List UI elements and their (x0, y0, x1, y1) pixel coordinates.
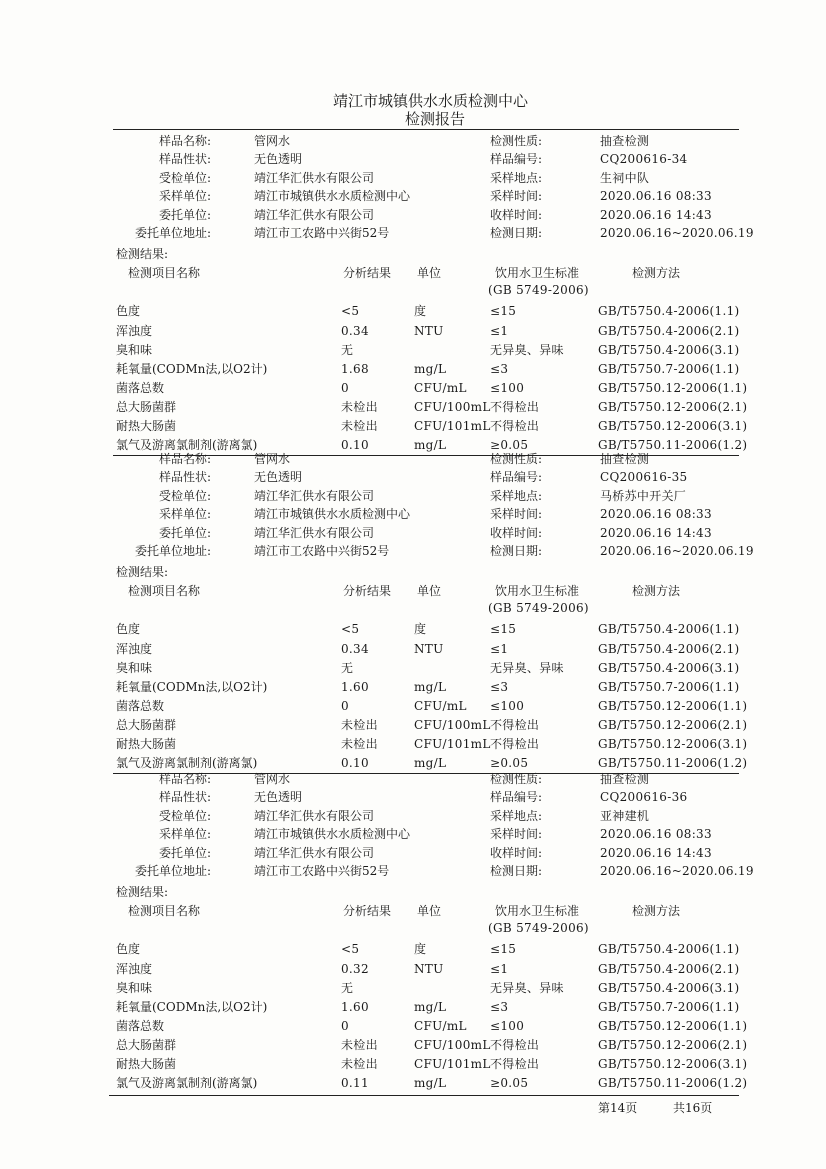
col-header-standard: 饮用水卫生标准 (495, 584, 580, 599)
table-cell-item: 臭和味 (116, 342, 153, 357)
value-test-date: 2020.06.16~2020.06.19 (600, 864, 754, 878)
col-header-method: 检测方法 (632, 584, 681, 599)
table-cell-method: GB/T5750.7-2006(1.1) (598, 361, 740, 376)
table-cell-standard: 不得检出 (490, 737, 540, 751)
value-client-unit: 靖江华汇供水有限公司 (254, 845, 375, 860)
table-cell-result: 0 (341, 698, 349, 713)
table-cell-unit: CFU/mL (414, 380, 467, 395)
value-test-nature: 抽查检测 (600, 772, 650, 786)
col-header-method: 检测方法 (632, 266, 681, 281)
table-cell-standard: ≤1 (490, 323, 509, 338)
label-client-address: 委托单位地址: (134, 544, 211, 558)
table-cell-item: 臭和味 (116, 980, 153, 995)
table-cell-method: GB/T5750.12-2006(3.1) (598, 419, 748, 433)
col-header-item: 检测项目名称 (128, 266, 201, 281)
table-cell-item: 耐热大肠菌 (116, 419, 177, 433)
label-receive-time: 收样时间: (490, 525, 543, 540)
table-cell-unit: CFU/100mL (414, 1037, 491, 1052)
table-cell-item: 耗氧量(CODMn法,以O2计) (116, 999, 268, 1014)
table-cell-result: <5 (341, 622, 360, 637)
label-sample-no: 样品编号: (490, 152, 543, 167)
table-cell-result: 0 (341, 1018, 349, 1033)
table-cell-item: 氯气及游离氯制剂(游离氯) (116, 438, 258, 453)
value-sample-state: 无色透明 (254, 790, 303, 805)
table-cell-item: 耐热大肠菌 (116, 737, 177, 751)
value-sample-no: CQ200616-34 (600, 152, 688, 167)
label-sample-state: 样品性状: (158, 152, 211, 167)
value-receive-time: 2020.06.16 14:43 (600, 845, 712, 860)
table-cell-standard: ≤15 (490, 304, 517, 319)
col-header-unit: 单位 (417, 266, 442, 281)
table-cell-item: 菌落总数 (116, 380, 165, 395)
table-cell-method: GB/T5750.12-2006(3.1) (598, 737, 748, 751)
table-cell-result: 0.10 (341, 438, 369, 453)
label-sampling-unit: 采样单位: (158, 827, 211, 842)
label-sample-no: 样品编号: (490, 790, 543, 805)
table-cell-method: GB/T5750.4-2006(1.1) (598, 622, 740, 637)
table-cell-item: 浑浊度 (116, 641, 153, 656)
value-inspected-unit: 靖江华汇供水有限公司 (254, 808, 375, 823)
table-cell-result: 无 (341, 342, 354, 357)
value-test-nature: 抽查检测 (600, 134, 650, 148)
col-header-result: 分析结果 (343, 904, 392, 919)
table-cell-unit: 度 (414, 304, 427, 319)
table-cell-unit: 度 (414, 942, 427, 957)
value-sample-no: CQ200616-35 (600, 470, 688, 485)
label-inspected-unit: 受检单位: (158, 170, 211, 185)
value-sample-name: 管网水 (254, 134, 291, 148)
table-cell-unit: CFU/mL (414, 698, 467, 713)
table-cell-item: 总大肠菌群 (116, 717, 177, 732)
table-cell-method: GB/T5750.7-2006(1.1) (598, 999, 740, 1014)
table-cell-standard: ≤1 (490, 961, 509, 976)
table-cell-method: GB/T5750.4-2006(2.1) (598, 641, 740, 656)
label-test-nature: 检测性质: (490, 772, 543, 786)
table-cell-method: GB/T5750.4-2006(3.1) (598, 342, 740, 357)
table-cell-standard: ≤15 (490, 622, 517, 637)
col-header-standard-code: (GB 5749-2006) (488, 921, 589, 936)
col-header-method: 检测方法 (632, 904, 681, 919)
table-cell-method: GB/T5750.12-2006(1.1) (598, 698, 748, 713)
table-cell-standard: ≤3 (490, 999, 509, 1014)
label-test-date: 检测日期: (490, 864, 543, 878)
table-cell-result: 未检出 (341, 717, 378, 732)
table-cell-standard: ≤3 (490, 361, 509, 376)
col-header-unit: 单位 (417, 904, 442, 919)
value-sampling-time: 2020.06.16 08:33 (600, 189, 712, 204)
table-cell-method: GB/T5750.12-2006(2.1) (598, 717, 748, 732)
value-sampling-unit: 靖江市城镇供水水质检测中心 (254, 189, 411, 204)
table-cell-unit: mg/L (414, 1076, 447, 1091)
label-client-unit: 委托单位: (158, 845, 211, 860)
table-cell-standard: 无异臭、异味 (490, 660, 564, 675)
table-cell-method: GB/T5750.11-2006(1.2) (598, 438, 748, 453)
table-cell-item: 色度 (116, 942, 141, 957)
value-sampling-time: 2020.06.16 08:33 (600, 507, 712, 522)
table-cell-item: 浑浊度 (116, 323, 153, 338)
table-cell-method: GB/T5750.12-2006(2.1) (598, 399, 748, 414)
value-client-address: 靖江市工农路中兴街52号 (254, 544, 390, 558)
table-cell-unit: mg/L (414, 679, 447, 694)
value-inspected-unit: 靖江华汇供水有限公司 (254, 488, 375, 503)
table-cell-unit: CFU/101mL (414, 737, 491, 751)
col-header-unit: 单位 (417, 584, 442, 599)
value-sampling-site: 生祠中队 (600, 170, 650, 185)
value-receive-time: 2020.06.16 14:43 (600, 525, 712, 540)
table-cell-method: GB/T5750.4-2006(2.1) (598, 961, 740, 976)
label-sampling-unit: 采样单位: (158, 189, 211, 204)
table-cell-standard: 不得检出 (490, 1057, 540, 1071)
label-test-nature: 检测性质: (490, 452, 543, 466)
value-test-date: 2020.06.16~2020.06.19 (600, 544, 754, 558)
label-sample-name: 样品名称: (158, 134, 211, 148)
table-cell-item: 菌落总数 (116, 1018, 165, 1033)
table-cell-result: <5 (341, 942, 360, 957)
table-cell-standard: ≥0.05 (490, 756, 529, 771)
label-client-unit: 委托单位: (158, 207, 211, 222)
table-cell-unit: mg/L (414, 438, 447, 453)
value-test-date: 2020.06.16~2020.06.19 (600, 226, 754, 240)
table-cell-result: 0.11 (341, 1076, 369, 1091)
table-cell-result: 1.60 (341, 679, 369, 694)
value-client-address: 靖江市工农路中兴街52号 (254, 226, 390, 240)
table-cell-result: 0 (341, 380, 349, 395)
label-sampling-time: 采样时间: (490, 827, 543, 842)
value-sampling-site: 亚神建机 (600, 808, 650, 823)
value-client-unit: 靖江华汇供水有限公司 (254, 525, 375, 540)
label-sample-no: 样品编号: (490, 470, 543, 485)
table-cell-method: GB/T5750.12-2006(3.1) (598, 1057, 748, 1071)
label-sample-name: 样品名称: (158, 452, 211, 466)
table-cell-method: GB/T5750.11-2006(1.2) (598, 756, 748, 771)
table-cell-standard: ≤100 (490, 698, 525, 713)
table-cell-result: 无 (341, 980, 354, 995)
label-sampling-time: 采样时间: (490, 507, 543, 522)
results-label: 检测结果: (116, 565, 169, 580)
table-cell-standard: ≤100 (490, 380, 525, 395)
table-cell-standard: ≥0.05 (490, 438, 529, 453)
table-cell-standard: 不得检出 (490, 419, 540, 433)
table-cell-method: GB/T5750.4-2006(1.1) (598, 304, 740, 319)
label-client-address: 委托单位地址: (134, 864, 211, 878)
value-receive-time: 2020.06.16 14:43 (600, 207, 712, 222)
value-client-unit: 靖江华汇供水有限公司 (254, 207, 375, 222)
value-sample-name: 管网水 (254, 772, 291, 786)
table-cell-method: GB/T5750.4-2006(3.1) (598, 980, 740, 995)
table-cell-result: 0.32 (341, 961, 369, 976)
report-title: 检测报告 (405, 110, 466, 128)
table-cell-item: 耗氧量(CODMn法,以O2计) (116, 679, 268, 694)
org-title: 靖江市城镇供水水质检测中心 (333, 92, 529, 110)
table-cell-result: 无 (341, 660, 354, 675)
table-cell-unit: mg/L (414, 361, 447, 376)
value-test-nature: 抽查检测 (600, 452, 650, 466)
table-cell-method: GB/T5750.12-2006(1.1) (598, 380, 748, 395)
table-cell-result: 1.68 (341, 361, 369, 376)
value-sample-state: 无色透明 (254, 152, 303, 167)
table-cell-standard: ≤15 (490, 942, 517, 957)
label-receive-time: 收样时间: (490, 845, 543, 860)
table-cell-result: 0.34 (341, 323, 369, 338)
label-test-nature: 检测性质: (490, 134, 543, 148)
label-test-date: 检测日期: (490, 544, 543, 558)
label-test-date: 检测日期: (490, 226, 543, 240)
table-cell-method: GB/T5750.12-2006(2.1) (598, 1037, 748, 1052)
table-cell-standard: 不得检出 (490, 717, 540, 732)
label-sample-state: 样品性状: (158, 470, 211, 485)
label-sampling-site: 采样地点: (490, 808, 543, 823)
table-cell-result: 1.60 (341, 999, 369, 1014)
table-cell-item: 菌落总数 (116, 698, 165, 713)
table-cell-standard: 无异臭、异味 (490, 980, 564, 995)
table-cell-item: 浑浊度 (116, 961, 153, 976)
table-cell-unit: NTU (414, 641, 444, 656)
value-sampling-unit: 靖江市城镇供水水质检测中心 (254, 827, 411, 842)
table-cell-item: 耐热大肠菌 (116, 1057, 177, 1071)
table-cell-standard: ≤3 (490, 679, 509, 694)
label-sample-name: 样品名称: (158, 772, 211, 786)
col-header-standard: 饮用水卫生标准 (495, 904, 580, 919)
value-inspected-unit: 靖江华汇供水有限公司 (254, 170, 375, 185)
value-client-address: 靖江市工农路中兴街52号 (254, 864, 390, 878)
table-cell-result: 未检出 (341, 1057, 378, 1071)
table-cell-result: 未检出 (341, 399, 378, 414)
table-cell-item: 色度 (116, 622, 141, 637)
table-cell-unit: CFU/100mL (414, 399, 491, 414)
table-cell-method: GB/T5750.11-2006(1.2) (598, 1076, 748, 1091)
table-cell-result: 0.10 (341, 756, 369, 771)
page-total: 共16页 (673, 1101, 713, 1115)
table-cell-method: GB/T5750.4-2006(2.1) (598, 323, 740, 338)
label-sample-state: 样品性状: (158, 790, 211, 805)
label-sampling-time: 采样时间: (490, 189, 543, 204)
col-header-result: 分析结果 (343, 584, 392, 599)
label-client-unit: 委托单位: (158, 525, 211, 540)
results-label: 检测结果: (116, 885, 169, 900)
table-cell-method: GB/T5750.4-2006(3.1) (598, 660, 740, 675)
label-client-address: 委托单位地址: (134, 226, 211, 240)
table-cell-item: 总大肠菌群 (116, 1037, 177, 1052)
col-header-item: 检测项目名称 (128, 904, 201, 919)
table-cell-method: GB/T5750.4-2006(1.1) (598, 942, 740, 957)
value-sampling-site: 马桥苏中开关厂 (600, 488, 687, 503)
col-header-result: 分析结果 (343, 266, 392, 281)
table-cell-result: <5 (341, 304, 360, 319)
label-receive-time: 收样时间: (490, 207, 543, 222)
table-cell-item: 耗氧量(CODMn法,以O2计) (116, 361, 268, 376)
value-sample-no: CQ200616-36 (600, 790, 688, 805)
table-cell-standard: ≤1 (490, 641, 509, 656)
table-cell-unit: CFU/100mL (414, 717, 491, 732)
label-sampling-site: 采样地点: (490, 170, 543, 185)
label-inspected-unit: 受检单位: (158, 488, 211, 503)
table-cell-standard: 不得检出 (490, 1037, 540, 1052)
value-sample-state: 无色透明 (254, 470, 303, 485)
table-cell-result: 0.34 (341, 641, 369, 656)
table-cell-unit: CFU/mL (414, 1018, 467, 1033)
table-cell-result: 未检出 (341, 1037, 378, 1052)
table-cell-item: 氯气及游离氯制剂(游离氯) (116, 1076, 258, 1091)
table-cell-standard: 无异臭、异味 (490, 342, 564, 357)
table-cell-unit: 度 (414, 622, 427, 637)
label-sampling-site: 采样地点: (490, 488, 543, 503)
col-header-standard-code: (GB 5749-2006) (488, 283, 589, 298)
footer-rule (109, 1095, 739, 1096)
col-header-standard-code: (GB 5749-2006) (488, 601, 589, 616)
table-cell-item: 臭和味 (116, 660, 153, 675)
table-cell-unit: mg/L (414, 756, 447, 771)
table-cell-item: 总大肠菌群 (116, 399, 177, 414)
table-cell-unit: CFU/101mL (414, 1057, 491, 1071)
table-cell-standard: ≤100 (490, 1018, 525, 1033)
value-sampling-time: 2020.06.16 08:33 (600, 827, 712, 842)
table-cell-result: 未检出 (341, 737, 378, 751)
label-inspected-unit: 受检单位: (158, 808, 211, 823)
table-cell-method: GB/T5750.12-2006(1.1) (598, 1018, 748, 1033)
value-sampling-unit: 靖江市城镇供水水质检测中心 (254, 507, 411, 522)
table-cell-unit: NTU (414, 323, 444, 338)
table-cell-unit: NTU (414, 961, 444, 976)
table-cell-standard: ≥0.05 (490, 1076, 529, 1091)
label-sampling-unit: 采样单位: (158, 507, 211, 522)
table-cell-item: 氯气及游离氯制剂(游离氯) (116, 756, 258, 771)
header-rule (113, 129, 739, 130)
page-number: 第14页 (598, 1101, 638, 1115)
results-label: 检测结果: (116, 247, 169, 262)
table-cell-standard: 不得检出 (490, 399, 540, 414)
table-cell-result: 未检出 (341, 419, 378, 433)
table-cell-unit: mg/L (414, 999, 447, 1014)
value-sample-name: 管网水 (254, 452, 291, 466)
table-cell-item: 色度 (116, 304, 141, 319)
table-cell-unit: CFU/101mL (414, 419, 491, 433)
col-header-item: 检测项目名称 (128, 584, 201, 599)
col-header-standard: 饮用水卫生标准 (495, 266, 580, 281)
table-cell-method: GB/T5750.7-2006(1.1) (598, 679, 740, 694)
